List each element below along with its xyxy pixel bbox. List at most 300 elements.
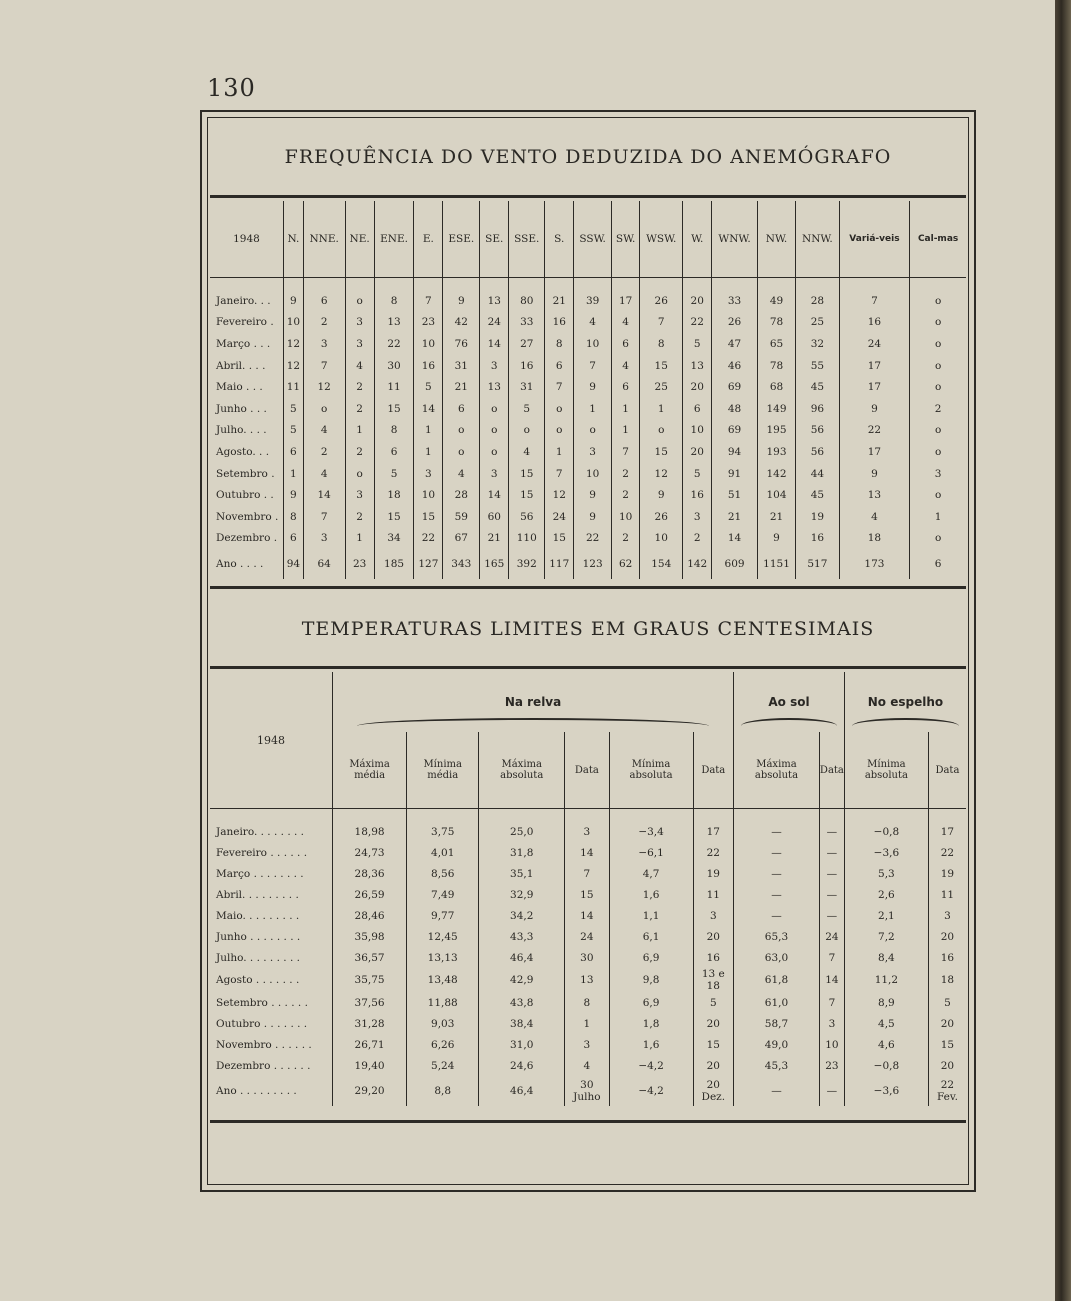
value-cell: 22 xyxy=(414,528,443,550)
value-cell: 20 xyxy=(693,926,733,947)
value-cell: 15 xyxy=(374,506,414,528)
wind-col-header: E. xyxy=(414,201,443,278)
wind-col-header: NE. xyxy=(345,201,374,278)
spacer-cell xyxy=(509,278,545,291)
value-cell: 30 xyxy=(374,355,414,377)
value-cell: 58,7 xyxy=(734,1013,820,1034)
value-cell: 28,46 xyxy=(333,905,407,926)
value-cell: 17 xyxy=(693,821,733,842)
value-cell: 31 xyxy=(509,376,545,398)
spacer-cell xyxy=(480,278,509,291)
spacer-cell xyxy=(333,809,407,822)
value-cell: 1 xyxy=(612,420,640,442)
table-row xyxy=(210,376,966,398)
value-cell: 3 xyxy=(480,355,509,377)
value-cell: 10 xyxy=(683,420,712,442)
value-cell: 31,28 xyxy=(333,1013,407,1034)
total-cell: 46,4 xyxy=(479,1076,565,1106)
value-cell: o xyxy=(910,420,966,442)
table-row xyxy=(210,905,966,926)
value-cell: 1 xyxy=(640,398,683,420)
spacer-cell xyxy=(757,278,795,291)
value-cell: 7 xyxy=(839,290,910,312)
value-cell: 20 xyxy=(683,376,712,398)
spacer-cell xyxy=(303,278,345,291)
value-cell: 69 xyxy=(712,376,758,398)
total-cell: 22 Fev. xyxy=(928,1076,966,1106)
wind-title-rule xyxy=(210,195,966,198)
value-cell: 3 xyxy=(565,1034,609,1055)
value-cell: 4 xyxy=(345,355,374,377)
temperature-table xyxy=(210,672,966,1106)
value-cell: 28,36 xyxy=(333,863,407,884)
temperature-group-row xyxy=(210,672,966,732)
wind-col-header: NNE. xyxy=(303,201,345,278)
value-cell: 15 xyxy=(693,1034,733,1055)
value-cell: 2 xyxy=(910,398,966,420)
value-cell: — xyxy=(819,863,844,884)
value-cell: 4 xyxy=(303,420,345,442)
table-row xyxy=(210,1055,966,1076)
total-cell: 185 xyxy=(374,549,414,579)
value-cell: 42,9 xyxy=(479,968,565,992)
brace-ao-sol xyxy=(741,718,838,726)
month-label: Janeiro. . . . . . . . xyxy=(216,825,305,838)
temperature-col-header: Mínima média xyxy=(407,732,479,809)
value-cell: 110 xyxy=(509,528,545,550)
total-cell: −4,2 xyxy=(609,1076,693,1106)
value-cell: 6,9 xyxy=(609,947,693,968)
total-cell: 62 xyxy=(612,549,640,579)
value-cell: 2,6 xyxy=(844,884,928,905)
value-cell: 12,45 xyxy=(407,926,479,947)
total-cell: 23 xyxy=(345,549,374,579)
value-cell: 1,8 xyxy=(609,1013,693,1034)
total-cell: — xyxy=(734,1076,820,1106)
value-cell: −0,8 xyxy=(844,1055,928,1076)
value-cell: 63,0 xyxy=(734,947,820,968)
value-cell: 23 xyxy=(819,1055,844,1076)
value-cell: 10 xyxy=(819,1034,844,1055)
wind-table-body xyxy=(210,278,966,580)
value-cell: 15 xyxy=(640,355,683,377)
table-row xyxy=(210,821,966,842)
month-label: Maio . . . xyxy=(216,381,263,394)
value-cell: 3 xyxy=(910,463,966,485)
temperature-year-header: 1948 xyxy=(210,672,333,809)
spacer-cell xyxy=(928,809,966,822)
spacer-cell xyxy=(345,278,374,291)
value-cell: 19 xyxy=(796,506,840,528)
value-cell: 20 xyxy=(683,290,712,312)
temperature-table-title: TEMPERATURAS LIMITES EM GRAUS CENTESIMAIS xyxy=(301,618,875,640)
value-cell: 1 xyxy=(574,398,612,420)
value-cell: 59 xyxy=(443,506,480,528)
value-cell: 12 xyxy=(284,355,304,377)
month-label: Fevereiro . . . . . . xyxy=(216,846,308,859)
total-cell: 517 xyxy=(796,549,840,579)
value-cell: 14 xyxy=(565,842,609,863)
table-row xyxy=(210,863,966,884)
value-cell: 33 xyxy=(712,290,758,312)
value-cell: o xyxy=(640,420,683,442)
value-cell: 9,8 xyxy=(609,968,693,992)
wind-spacer-row xyxy=(210,278,966,291)
wind-col-header: Variá-veis xyxy=(839,201,910,278)
temperature-title-rule xyxy=(210,666,966,669)
value-cell: −6,1 xyxy=(609,842,693,863)
value-cell: 4,5 xyxy=(844,1013,928,1034)
value-cell: 25 xyxy=(796,312,840,334)
value-cell: — xyxy=(819,821,844,842)
total-cell: 64 xyxy=(303,549,345,579)
value-cell: 20 xyxy=(693,1013,733,1034)
value-cell: 24 xyxy=(565,926,609,947)
value-cell: o xyxy=(545,398,574,420)
value-cell: 16 xyxy=(796,528,840,550)
value-cell: 18 xyxy=(374,484,414,506)
value-cell: 38,4 xyxy=(479,1013,565,1034)
value-cell: 7 xyxy=(303,355,345,377)
month-label: Outubro . . . . . . . xyxy=(216,1017,308,1030)
value-cell: 7 xyxy=(640,312,683,334)
value-cell: 17 xyxy=(612,290,640,312)
value-cell: 20 xyxy=(928,1055,966,1076)
value-cell: 5 xyxy=(683,333,712,355)
value-cell: 6 xyxy=(545,355,574,377)
value-cell: 2 xyxy=(612,484,640,506)
page-binding-edge xyxy=(1055,0,1071,1301)
value-cell: 13,13 xyxy=(407,947,479,968)
value-cell: 9,77 xyxy=(407,905,479,926)
value-cell: −0,8 xyxy=(844,821,928,842)
value-cell: 51 xyxy=(712,484,758,506)
month-label: Outubro . . xyxy=(216,489,274,502)
value-cell: 60 xyxy=(480,506,509,528)
value-cell: o xyxy=(910,333,966,355)
wind-col-header: SSW. xyxy=(574,201,612,278)
value-cell: 5 xyxy=(284,398,304,420)
value-cell: 26,71 xyxy=(333,1034,407,1055)
value-cell: 16 xyxy=(545,312,574,334)
value-cell: 1 xyxy=(910,506,966,528)
value-cell: 4 xyxy=(612,355,640,377)
value-cell: 11 xyxy=(693,884,733,905)
table-row xyxy=(210,1034,966,1055)
value-cell: 16 xyxy=(693,947,733,968)
month-label: Janeiro. . . xyxy=(216,294,271,307)
value-cell: 1 xyxy=(284,463,304,485)
month-label: Setembro . . . . . . xyxy=(216,996,308,1009)
table-row xyxy=(210,312,966,334)
value-cell: 5 xyxy=(509,398,545,420)
spacer-cell xyxy=(910,278,966,291)
value-cell: 61,0 xyxy=(734,992,820,1013)
value-cell: 9 xyxy=(443,290,480,312)
value-cell: 22 xyxy=(839,420,910,442)
value-cell: 12 xyxy=(284,333,304,355)
month-label: Dezembro . . . . . . xyxy=(216,1059,311,1072)
value-cell: 8 xyxy=(374,420,414,442)
value-cell: 45 xyxy=(796,376,840,398)
temperature-col-header: Mínima absoluta xyxy=(844,732,928,809)
month-label: Julho. . . . xyxy=(216,424,267,437)
value-cell: 21 xyxy=(712,506,758,528)
value-cell: 15 xyxy=(545,528,574,550)
value-cell: 1 xyxy=(565,1013,609,1034)
spacer-cell xyxy=(819,809,844,822)
value-cell: 5 xyxy=(374,463,414,485)
value-cell: 9,03 xyxy=(407,1013,479,1034)
value-cell: 13 xyxy=(565,968,609,992)
value-cell: 15 xyxy=(374,398,414,420)
value-cell: 16 xyxy=(683,484,712,506)
value-cell: 22 xyxy=(574,528,612,550)
value-cell: 42 xyxy=(443,312,480,334)
spacer-cell xyxy=(839,278,910,291)
wind-col-header: SSE. xyxy=(509,201,545,278)
value-cell: 10 xyxy=(574,463,612,485)
value-cell: 19,40 xyxy=(333,1055,407,1076)
value-cell: 6 xyxy=(284,528,304,550)
value-cell: 19 xyxy=(928,863,966,884)
value-cell: 56 xyxy=(796,420,840,442)
value-cell: 65,3 xyxy=(734,926,820,947)
value-cell: 30 xyxy=(565,947,609,968)
value-cell: 1 xyxy=(414,441,443,463)
value-cell: 20 xyxy=(693,1055,733,1076)
value-cell: 5 xyxy=(284,420,304,442)
value-cell: 3 xyxy=(683,506,712,528)
wind-col-header: WSW. xyxy=(640,201,683,278)
value-cell: o xyxy=(345,463,374,485)
value-cell: 6,9 xyxy=(609,992,693,1013)
value-cell: 1 xyxy=(345,528,374,550)
value-cell: 16 xyxy=(414,355,443,377)
value-cell: 67 xyxy=(443,528,480,550)
value-cell: 96 xyxy=(796,398,840,420)
value-cell: 26 xyxy=(712,312,758,334)
value-cell: 6 xyxy=(443,398,480,420)
wind-year-header: 1948 xyxy=(210,201,284,278)
value-cell: 55 xyxy=(796,355,840,377)
value-cell: o xyxy=(509,420,545,442)
value-cell: 27 xyxy=(509,333,545,355)
value-cell: 17 xyxy=(928,821,966,842)
value-cell: 49,0 xyxy=(734,1034,820,1055)
spacer-cell xyxy=(443,278,480,291)
value-cell: 24 xyxy=(545,506,574,528)
value-cell: 26,59 xyxy=(333,884,407,905)
value-cell: 15 xyxy=(509,463,545,485)
value-cell: 17 xyxy=(839,355,910,377)
value-cell: 78 xyxy=(757,355,795,377)
total-cell: 142 xyxy=(683,549,712,579)
month-label: Fevereiro . xyxy=(216,316,274,329)
total-cell: 154 xyxy=(640,549,683,579)
value-cell: 34,2 xyxy=(479,905,565,926)
value-cell: 10 xyxy=(612,506,640,528)
temperature-col-header: Data xyxy=(565,732,609,809)
group-no-espelho-label: No espelho xyxy=(867,695,944,709)
value-cell: 18 xyxy=(839,528,910,550)
value-cell: 22 xyxy=(928,842,966,863)
value-cell: 5 xyxy=(683,463,712,485)
value-cell: 193 xyxy=(757,441,795,463)
wind-col-header: NNW. xyxy=(796,201,840,278)
month-label: Março . . . . . . . . xyxy=(216,867,304,880)
value-cell: — xyxy=(819,842,844,863)
value-cell: 24,73 xyxy=(333,842,407,863)
total-cell: 343 xyxy=(443,549,480,579)
total-cell: 609 xyxy=(712,549,758,579)
table-row xyxy=(210,884,966,905)
value-cell: 16 xyxy=(928,947,966,968)
value-cell: 14 xyxy=(819,968,844,992)
value-cell: 18 xyxy=(928,968,966,992)
value-cell: 15 xyxy=(565,884,609,905)
value-cell: 195 xyxy=(757,420,795,442)
value-cell: 24,6 xyxy=(479,1055,565,1076)
value-cell: 9 xyxy=(284,484,304,506)
value-cell: 9 xyxy=(757,528,795,550)
value-cell: 91 xyxy=(712,463,758,485)
value-cell: 3 xyxy=(574,441,612,463)
table-row xyxy=(210,420,966,442)
total-cell: 173 xyxy=(839,549,910,579)
temperature-bottom-rule xyxy=(210,1120,966,1123)
wind-col-header: S. xyxy=(545,201,574,278)
value-cell: 7 xyxy=(303,506,345,528)
value-cell: 17 xyxy=(839,376,910,398)
value-cell: — xyxy=(819,884,844,905)
value-cell: 2 xyxy=(612,463,640,485)
value-cell: 14 xyxy=(414,398,443,420)
value-cell: 33 xyxy=(509,312,545,334)
total-cell: 127 xyxy=(414,549,443,579)
value-cell: o xyxy=(910,484,966,506)
total-label: Ano . . . . xyxy=(216,558,264,571)
table-row xyxy=(210,290,966,312)
value-cell: 6 xyxy=(284,441,304,463)
value-cell: 2 xyxy=(345,506,374,528)
total-cell: — xyxy=(819,1076,844,1106)
group-ao-sol-label: Ao sol xyxy=(768,695,810,709)
table-row xyxy=(210,968,966,992)
value-cell: 32,9 xyxy=(479,884,565,905)
value-cell: 2 xyxy=(345,398,374,420)
month-label: Novembro . xyxy=(216,510,279,523)
value-cell: 1,1 xyxy=(609,905,693,926)
total-cell: 94 xyxy=(284,549,304,579)
value-cell: 6 xyxy=(683,398,712,420)
month-label: Junho . . . xyxy=(216,402,267,415)
value-cell: 21 xyxy=(443,376,480,398)
temperature-col-header: Data xyxy=(819,732,844,809)
value-cell: 2 xyxy=(683,528,712,550)
value-cell: 19 xyxy=(693,863,733,884)
value-cell: 46,4 xyxy=(479,947,565,968)
value-cell: — xyxy=(734,821,820,842)
value-cell: 15 xyxy=(928,1034,966,1055)
value-cell: 3 xyxy=(345,484,374,506)
value-cell: 9 xyxy=(574,376,612,398)
value-cell: 7,2 xyxy=(844,926,928,947)
value-cell: 47 xyxy=(712,333,758,355)
wind-col-header: SE. xyxy=(480,201,509,278)
spacer-cell xyxy=(844,809,928,822)
wind-col-header: ENE. xyxy=(374,201,414,278)
month-label: Novembro . . . . . . xyxy=(216,1038,312,1051)
value-cell: 9 xyxy=(574,506,612,528)
value-cell: 7 xyxy=(545,376,574,398)
value-cell: 24 xyxy=(480,312,509,334)
value-cell: o xyxy=(574,420,612,442)
value-cell: 35,1 xyxy=(479,863,565,884)
value-cell: 4 xyxy=(839,506,910,528)
value-cell: 10 xyxy=(640,528,683,550)
value-cell: 31,0 xyxy=(479,1034,565,1055)
value-cell: 36,57 xyxy=(333,947,407,968)
value-cell: 8,56 xyxy=(407,863,479,884)
value-cell: 12 xyxy=(640,463,683,485)
value-cell: 25,0 xyxy=(479,821,565,842)
value-cell: 13 xyxy=(683,355,712,377)
value-cell: 4,01 xyxy=(407,842,479,863)
value-cell: 15 xyxy=(509,484,545,506)
table-row xyxy=(210,992,966,1013)
total-label: Ano . . . . . . . . . xyxy=(216,1085,297,1097)
table-row xyxy=(210,842,966,863)
value-cell: 3 xyxy=(345,333,374,355)
spacer-cell xyxy=(734,809,820,822)
value-cell: — xyxy=(734,905,820,926)
month-label: Agosto . . . . . . . xyxy=(216,974,300,986)
value-cell: — xyxy=(734,884,820,905)
total-cell: 20 Dez. xyxy=(693,1076,733,1106)
value-cell: 6 xyxy=(374,441,414,463)
table-row xyxy=(210,398,966,420)
value-cell: 10 xyxy=(414,333,443,355)
value-cell: — xyxy=(819,905,844,926)
total-cell: 8,8 xyxy=(407,1076,479,1106)
value-cell: 14 xyxy=(712,528,758,550)
value-cell: 43,8 xyxy=(479,992,565,1013)
value-cell: 46 xyxy=(712,355,758,377)
value-cell: 2 xyxy=(303,441,345,463)
value-cell: 1 xyxy=(345,420,374,442)
value-cell: 22 xyxy=(693,842,733,863)
value-cell: 2 xyxy=(345,376,374,398)
group-ao-sol xyxy=(734,672,845,732)
value-cell: 21 xyxy=(545,290,574,312)
value-cell: 32 xyxy=(796,333,840,355)
total-cell: 123 xyxy=(574,549,612,579)
value-cell: 13 xyxy=(480,376,509,398)
value-cell: 4 xyxy=(574,312,612,334)
total-cell: 392 xyxy=(509,549,545,579)
value-cell: — xyxy=(734,842,820,863)
value-cell: — xyxy=(734,863,820,884)
value-cell: 20 xyxy=(928,1013,966,1034)
value-cell: 11 xyxy=(284,376,304,398)
value-cell: 8 xyxy=(545,333,574,355)
value-cell: 2 xyxy=(612,528,640,550)
temperature-col-header: Mínima absoluta xyxy=(609,732,693,809)
value-cell: 10 xyxy=(574,333,612,355)
total-cell: 165 xyxy=(480,549,509,579)
value-cell: o xyxy=(910,528,966,550)
